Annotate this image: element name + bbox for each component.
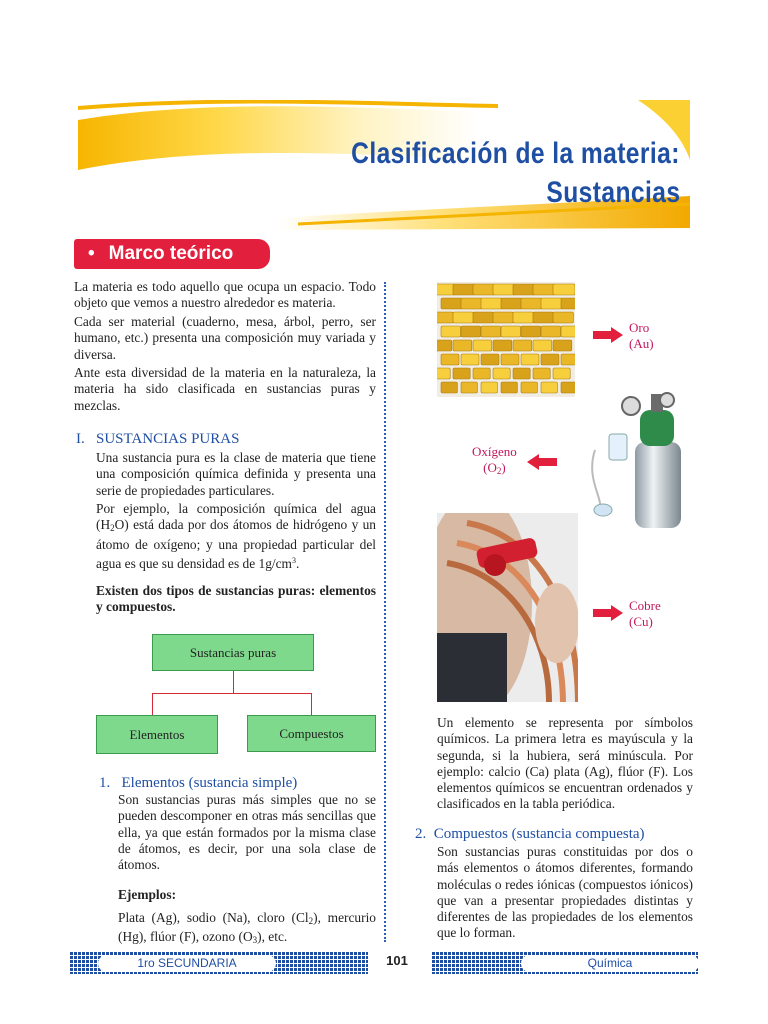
copper-arrow-icon (593, 605, 623, 621)
diagram-connector-right (311, 693, 312, 715)
compounds-number: 2. (415, 826, 427, 842)
diagram-connector-left (152, 693, 153, 715)
bullet: • (88, 243, 95, 264)
intro-paragraph-1: La materia es todo aquello que ocupa un espacio. Todo objeto que vemos a nuestro alrededor es materia. (74, 279, 376, 311)
diagram-connector-horizontal (152, 693, 312, 694)
gold-caption: Oro (Au) (629, 320, 654, 351)
examples-text: Plata (Ag), sodio (Na), cloro $(Cl_2)$, mercurio (Hg), flúor (F), ozono $(O_3)$, etc. (118, 910, 376, 946)
types-note: Existen dos tipos de sustancias puras: elementos y compuestos. (96, 583, 376, 615)
section-tag-label: Marco teórico (108, 243, 234, 264)
section1-title: SUSTANCIAS PURAS (96, 431, 240, 447)
page-title-line2: Sustancias (545, 176, 680, 209)
diagram-box-compuestos: Compuestos (247, 715, 376, 752)
compounds-body: Son sustancias puras constituidas por dos o más elementos o átomos diferentes, formando moléculas o redes iónicas (compuestos iónicos) que van a presentar propiedades distintas y diferentes de las propiedades de los elementos que lo forman. (437, 844, 693, 941)
copper-caption: Cobre (Cu) (629, 598, 661, 629)
diagram-connector-vertical (233, 671, 234, 693)
elements-heading (99, 775, 297, 792)
column-divider (384, 282, 386, 942)
section1-number: I. (76, 431, 85, 447)
section-tag (74, 239, 270, 269)
diagram-root-box: Sustancias puras (152, 634, 314, 671)
page-title-line1: Clasificación de la materia: (351, 137, 680, 170)
footer-grade-label: 1ro SECUNDARIA (98, 955, 276, 972)
element-representation-text: Un elemento se representa por símbolos químicos. La primera letra es mayúscula y la segunda, si la hubiera, será minúscula. Por ejemplo: calcio (Ca) plata (Ag), flúor (F). Los elementos químicos se encuentran ordenados y clasificados en la tabla periódica. (437, 715, 693, 812)
elements-number: 1. (99, 775, 111, 791)
gold-bars-image (437, 282, 575, 397)
elements-title: Elementos (sustancia simple) (121, 775, 298, 791)
diagram-box-elementos: Elementos (96, 715, 218, 754)
section1-paragraph-2: Por ejemplo, la composición química del agua $(H_2O)$ está dada por dos átomos de hidrógeno y un átomo de oxígeno; y una propiedad particular del agua es que su densidad es de $1g/cm^3$. (96, 501, 376, 571)
examples-label: Ejemplos: (118, 887, 177, 902)
copper-pipe-image (437, 513, 578, 702)
compounds-heading (415, 826, 645, 843)
section1-heading (76, 431, 239, 448)
gold-arrow-icon (593, 327, 623, 343)
oxygen-tank-image (585, 390, 695, 530)
oxygen-arrow-icon (527, 454, 557, 470)
footer-subject-label: Química (521, 955, 699, 972)
page-number: 101 (386, 953, 408, 968)
intro-paragraph-3: Ante esta diversidad de la materia en la naturaleza, la materia ha sido clasificada en sustancias puras y mezclas. (74, 365, 376, 413)
oxygen-caption: Oxígeno $(O_2)$ (472, 444, 517, 476)
intro-paragraph-2: Cada ser material (cuaderno, mesa, árbol, perro, ser humano, etc.) presenta una composición muy variada y diversa. (74, 314, 376, 362)
compounds-title: Compuestos (sustancia compuesta) (433, 826, 645, 842)
section1-paragraph-1: Una sustancia pura es la clase de materia que tiene una composición química definida y presenta una serie de propiedades particulares. (96, 450, 376, 498)
elements-body: Son sustancias puras más simples que no se pueden descomponer en otras más sencillas que ella, ya que están formados por la misma clase de átomos, es decir, por una sola clase de átomos. (118, 792, 376, 873)
